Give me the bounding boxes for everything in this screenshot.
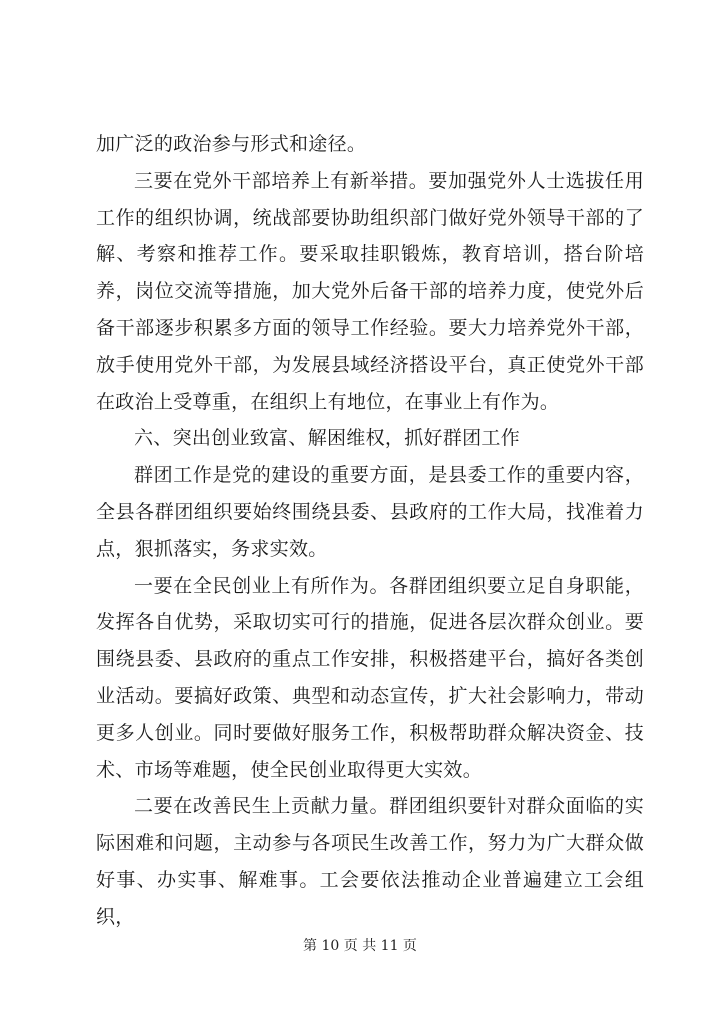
paragraph-livelihood: 二要在改善民生上贡献力量。群团组织要针对群众面临的实际困难和问题，主动参与各项民生改善工作，努力为广大群众做好事、办实事、解难事。工会要依法推动企业普遍建立工会组织， xyxy=(96,795,644,928)
section-heading-six: 六、突出创业致富、解困维权，抓好群团工作 xyxy=(134,427,521,450)
paragraph-mass-organizations: 群团工作是党的建设的重要方面，是县委工作的重要内容，全县各群团组织要始终围绕县委、县政府的工作大局，找准着力点，狠抓落实，务求实效。 xyxy=(96,464,644,560)
document-body xyxy=(96,126,644,936)
page-footer: 第 10 页 共 11 页 xyxy=(303,938,417,954)
paragraph-cadre-training: 三要在党外干部培养上有新举措。要加强党外人士选拔任用工作的组织协调，统战部要协助组织部门做好党外领导干部的了解、考察和推荐工作。要采取挂职锻炼，教育培训，搭台阶培养，岗位交流等措施，加大党外后备干部的培养力度，使党外后备干部逐步积累多方面的领导工作经验。要大力培养党外干部，放手使用党外干部，为发展县域经济搭设平台，真正使党外干部在政治上受尊重，在组织上有地位，在事业上有作为。 xyxy=(96,169,644,413)
paragraph-entrepreneurship: 一要在全民创业上有所作为。各群团组织要立足自身职能，发挥各自优势，采取切实可行的措施，促进各层次群众创业。要围绕县委、县政府的重点工作安排，积极搭建平台，搞好各类创业活动。要搞好政策、典型和动态宣传，扩大社会影响力，带动更多人创业。同时要做好服务工作，积极帮助群众解决资金、技术、市场等难题，使全民创业取得更大实效。 xyxy=(96,574,644,781)
paragraph-continuation: 加广泛的政治参与形式和途径。 xyxy=(96,133,367,155)
